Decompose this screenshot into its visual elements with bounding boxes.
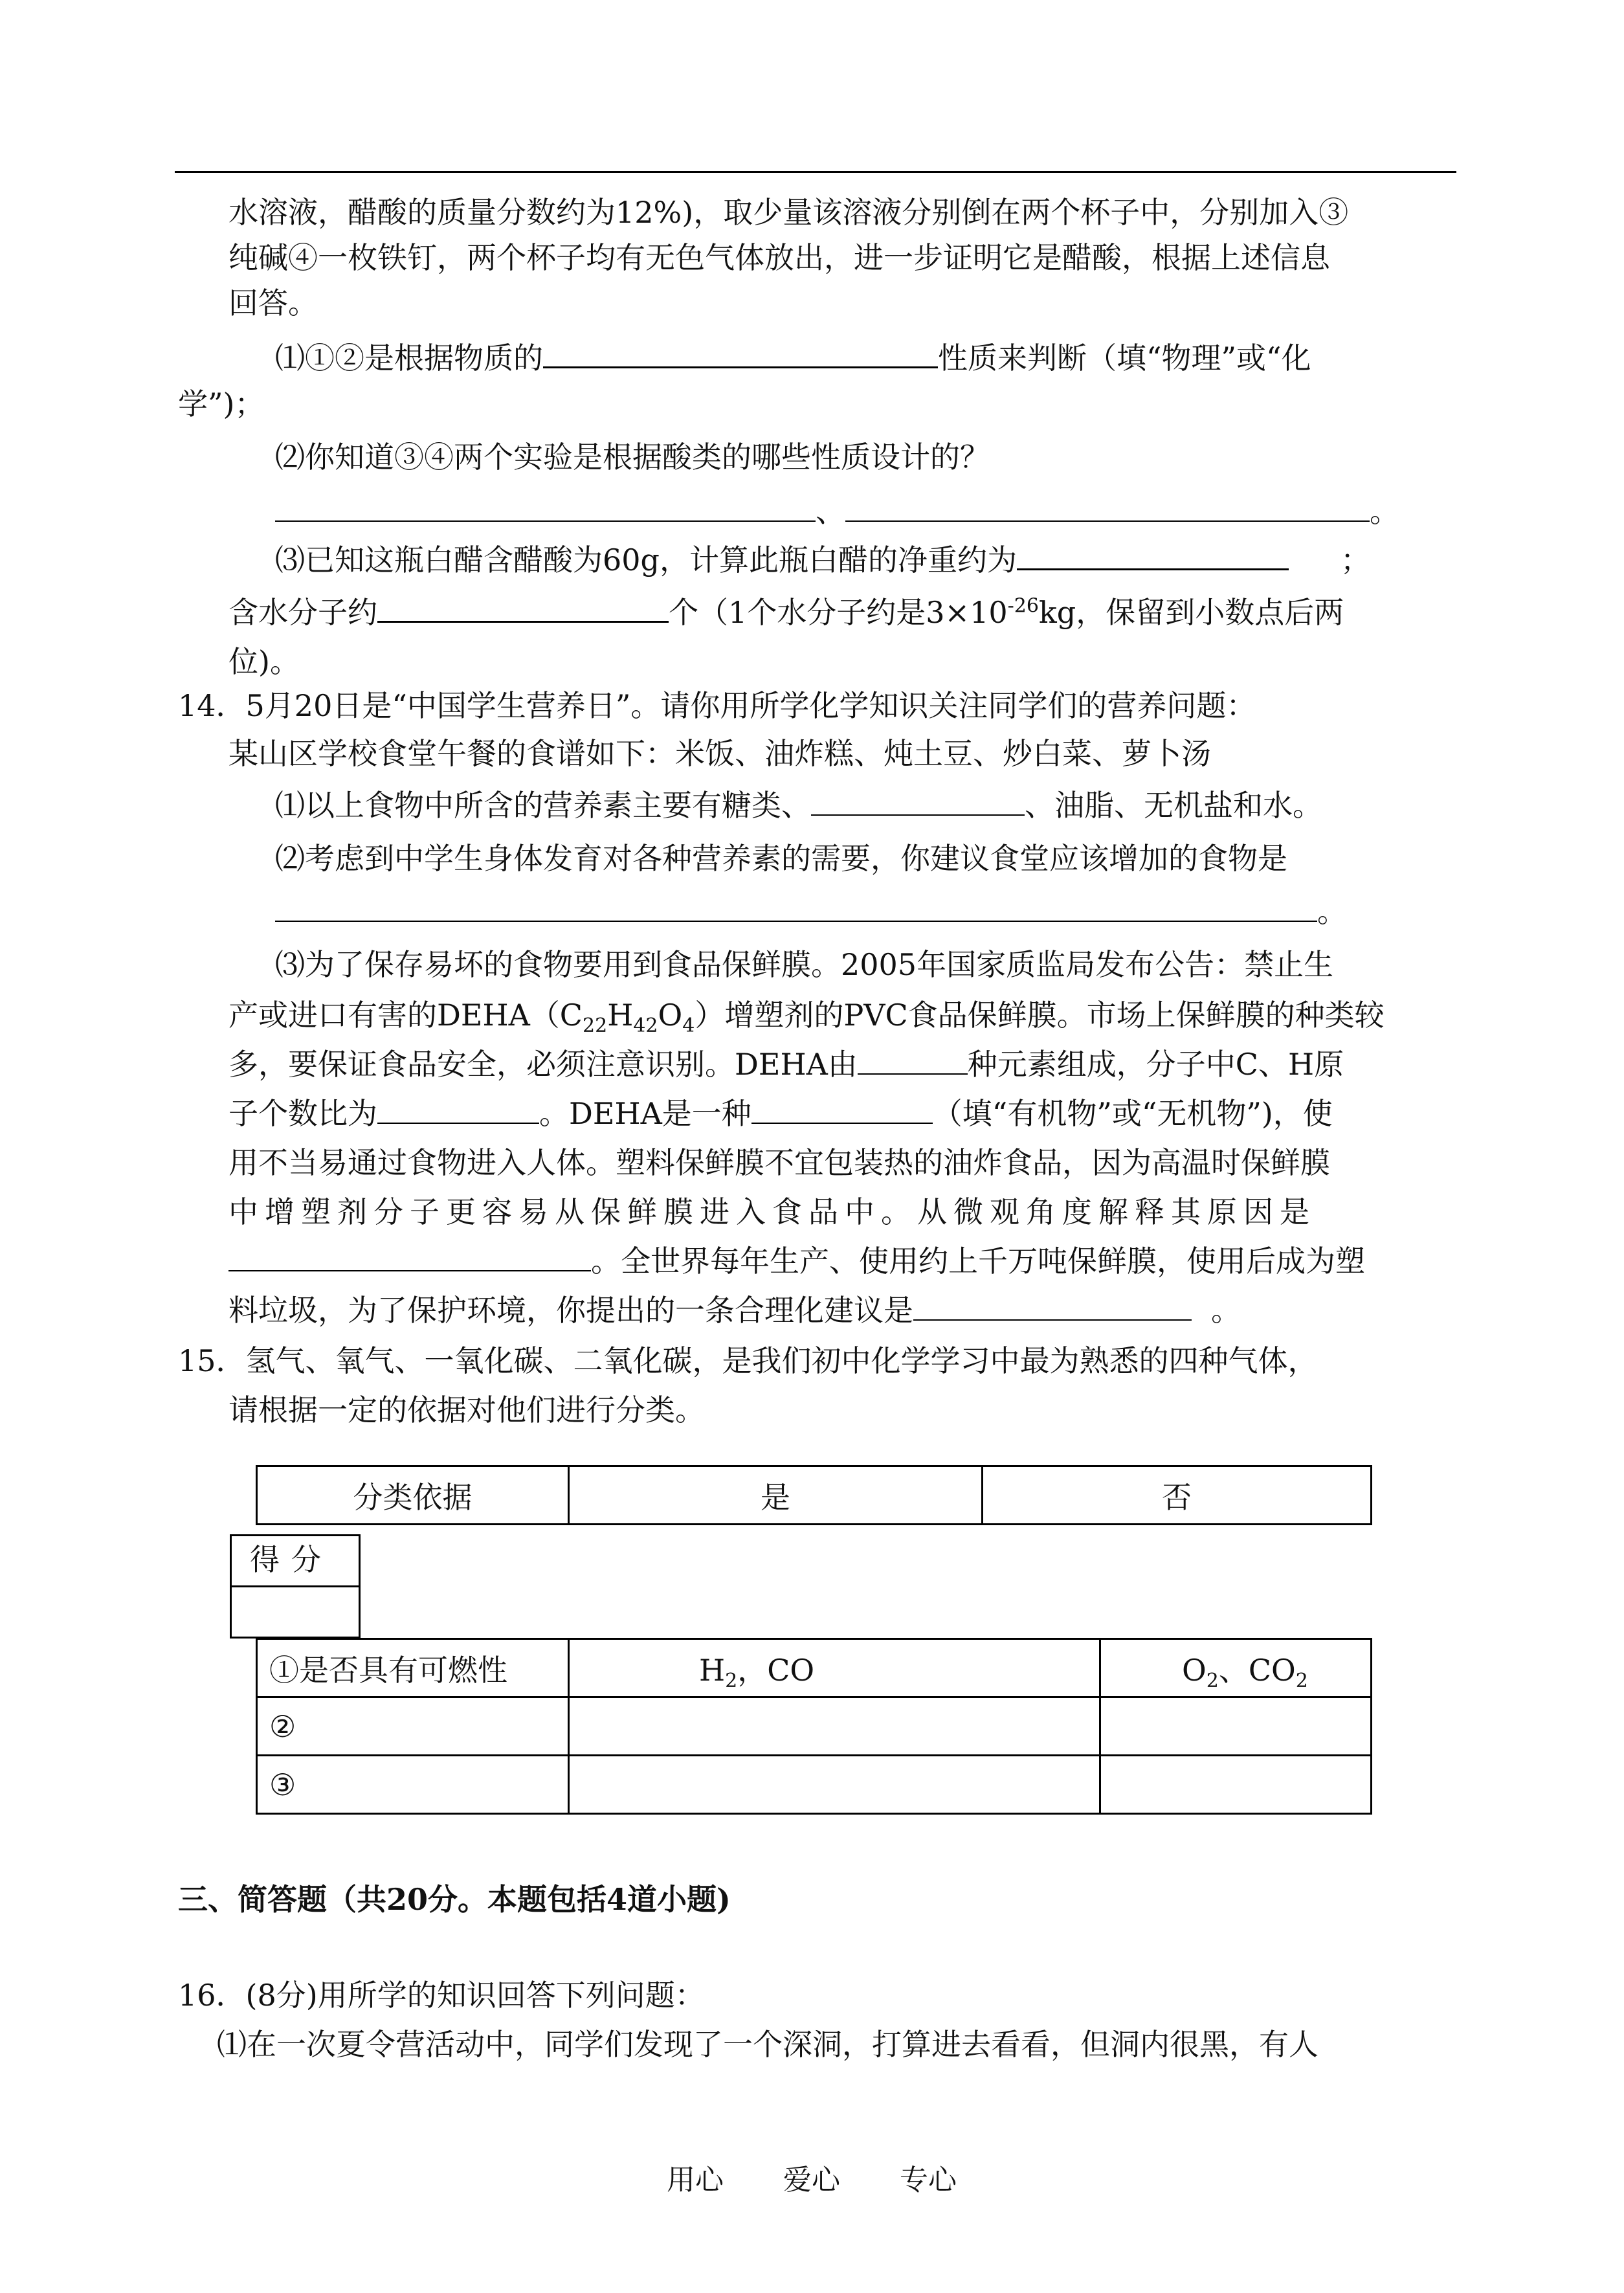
- q14-part3-line1: ⑶为了保存易坏的食物要用到食品保鲜膜。2005年国家质监局发布公告：禁止生: [275, 947, 1334, 982]
- classification-header-table: [256, 1465, 1372, 1525]
- table-cell-basis: ①是否具有可燃性: [257, 1639, 569, 1697]
- answer-blank-nutrient[interactable]: [811, 786, 1025, 816]
- table-cell-no[interactable]: [1100, 1756, 1372, 1814]
- table-row: [257, 1697, 1372, 1756]
- table-cell-no[interactable]: [1100, 1697, 1372, 1756]
- table-cell-basis[interactable]: ③: [257, 1756, 569, 1814]
- q13-part3: ⑶已知这瓶白醋含醋酸为60g，计算此瓶白醋的净重约为 ；: [275, 540, 1370, 579]
- table-cell-no: $O_2$、$CO_2$: [1100, 1639, 1372, 1697]
- table-cell-yes[interactable]: [569, 1697, 1100, 1756]
- q14-part3-line6: 中增塑剂分子更容易从保鲜膜进入食品中。从微观角度解释其原因是: [228, 1194, 1316, 1229]
- header-no: 否: [983, 1466, 1372, 1525]
- q14-part1: ⑴以上食物中所含的营养素主要有糖类、 、油脂、无机盐和水。: [275, 786, 1322, 825]
- answer-blank-water-molecules[interactable]: [377, 592, 669, 623]
- answer-blank-suggested-food[interactable]: [275, 892, 1317, 922]
- q14-part3-line3: 多，要保证食品安全，必须注意识别。DEHA由 种元素组成，分子中C、H原: [228, 1045, 1344, 1084]
- answer-blank-element-count[interactable]: [858, 1045, 968, 1075]
- q14-part3-line2: 产或进口有害的$DEHA(C_{22}H_{42}O_4)$增塑剂的PVC食品保鲜膜。市场上保鲜膜的种类较: [228, 998, 1385, 1038]
- score-box: [230, 1534, 361, 1639]
- classification-table: [256, 1638, 1372, 1815]
- answer-blank-acid-property-1[interactable]: [275, 492, 816, 522]
- header-basis: 分类依据: [257, 1466, 569, 1525]
- footer-text: 专心: [900, 2164, 957, 2197]
- q16-part1: ⑴在一次夏令营活动中，同学们发现了一个深洞，打算进去看看，但洞内很黑，有人: [217, 2027, 1318, 2062]
- table-cell-basis[interactable]: ②: [257, 1697, 569, 1756]
- q14-part2-answer: 。: [275, 892, 1347, 931]
- table-cell-yes: $H_2$，CO: [569, 1639, 1100, 1697]
- q13-part3-line2: 含水分子约 个（1个水分子约是$3\times 10^{-26}kg$，保留到小数点后两: [228, 592, 1344, 632]
- q14-menu: 某山区学校食堂午餐的食谱如下：米饭、油炸糕、炖土豆、炒白菜、萝卜汤: [228, 736, 1211, 771]
- q15-line-1: 15．氢气、氧气、一氧化碳、二氧化碳，是我们初中化学学习中最为熟悉的四种气体，: [178, 1343, 1318, 1378]
- q13-part3-line3: 位)。: [228, 644, 300, 679]
- header-yes: 是: [569, 1466, 983, 1525]
- section-heading: 三、简答题（共20分。本题包括4道小题): [178, 1882, 731, 1917]
- table-cell-yes[interactable]: [569, 1756, 1100, 1814]
- q14-part2: ⑵考虑到中学生身体发育对各种营养素的需要，你建议食堂应该增加的食物是: [275, 841, 1287, 876]
- answer-blank-property-type[interactable]: [543, 338, 938, 368]
- q14-part3-line5: 用不当易通过食物进入人体。塑料保鲜膜不宜包装热的油炸食品，因为高温时保鲜膜: [228, 1145, 1330, 1180]
- table-row: [257, 1756, 1372, 1814]
- q13-part2-answers: 、 。: [275, 492, 1399, 531]
- score-label: 得分: [250, 1542, 333, 1577]
- answer-blank-net-weight[interactable]: [1017, 540, 1289, 570]
- header-rule: [175, 171, 1456, 173]
- q14-part3-line7: 。全世界每年生产、使用约上千万吨保鲜膜，使用后成为塑: [228, 1242, 1365, 1281]
- q16-heading: 16．(8分)用所学的知识回答下列问题：: [178, 1978, 705, 2013]
- q14-heading: 14．5月20日是“中国学生营养日”。请你用所学化学知识关注同学们的营养问题：: [178, 688, 1256, 723]
- q13-part1-cont: 学”)；: [178, 386, 265, 421]
- table-row: [257, 1639, 1372, 1697]
- answer-blank-atom-ratio[interactable]: [377, 1094, 539, 1124]
- q13-part1: ⑴①②是根据物质的 性质来判断（填“物理”或“化: [275, 338, 1311, 377]
- footer-text: 用心: [667, 2164, 724, 2197]
- q13-line-3: 回答。: [228, 285, 318, 320]
- q14-part3-line4: 子个数比为 。DEHA是一种 （填“有机物”或“无机物”)，使: [228, 1094, 1333, 1133]
- page-footer: [667, 2161, 957, 2200]
- answer-blank-environment-suggestion[interactable]: [913, 1291, 1192, 1321]
- q13-part2: ⑵你知道③④两个实验是根据酸类的哪些性质设计的？: [275, 440, 990, 475]
- answer-blank-acid-property-2[interactable]: [845, 492, 1370, 522]
- answer-blank-compound-type[interactable]: [751, 1094, 933, 1124]
- q13-line-1: 水溶液，醋酸的质量分数约为12%)，取少量该溶液分别倒在两个杯子中，分别加入③: [228, 195, 1349, 230]
- q15-line-2: 请根据一定的依据对他们进行分类。: [228, 1393, 705, 1427]
- q14-part3-line8: 料垃圾，为了保护环境，你提出的一条合理化建议是 。: [228, 1291, 1241, 1330]
- answer-blank-micro-explanation[interactable]: [228, 1242, 591, 1271]
- q13-line-2: 纯碱④一枚铁钉，两个杯子均有无色气体放出，进一步证明它是醋酸，根据上述信息: [228, 240, 1330, 275]
- footer-text: 爱心: [783, 2164, 840, 2197]
